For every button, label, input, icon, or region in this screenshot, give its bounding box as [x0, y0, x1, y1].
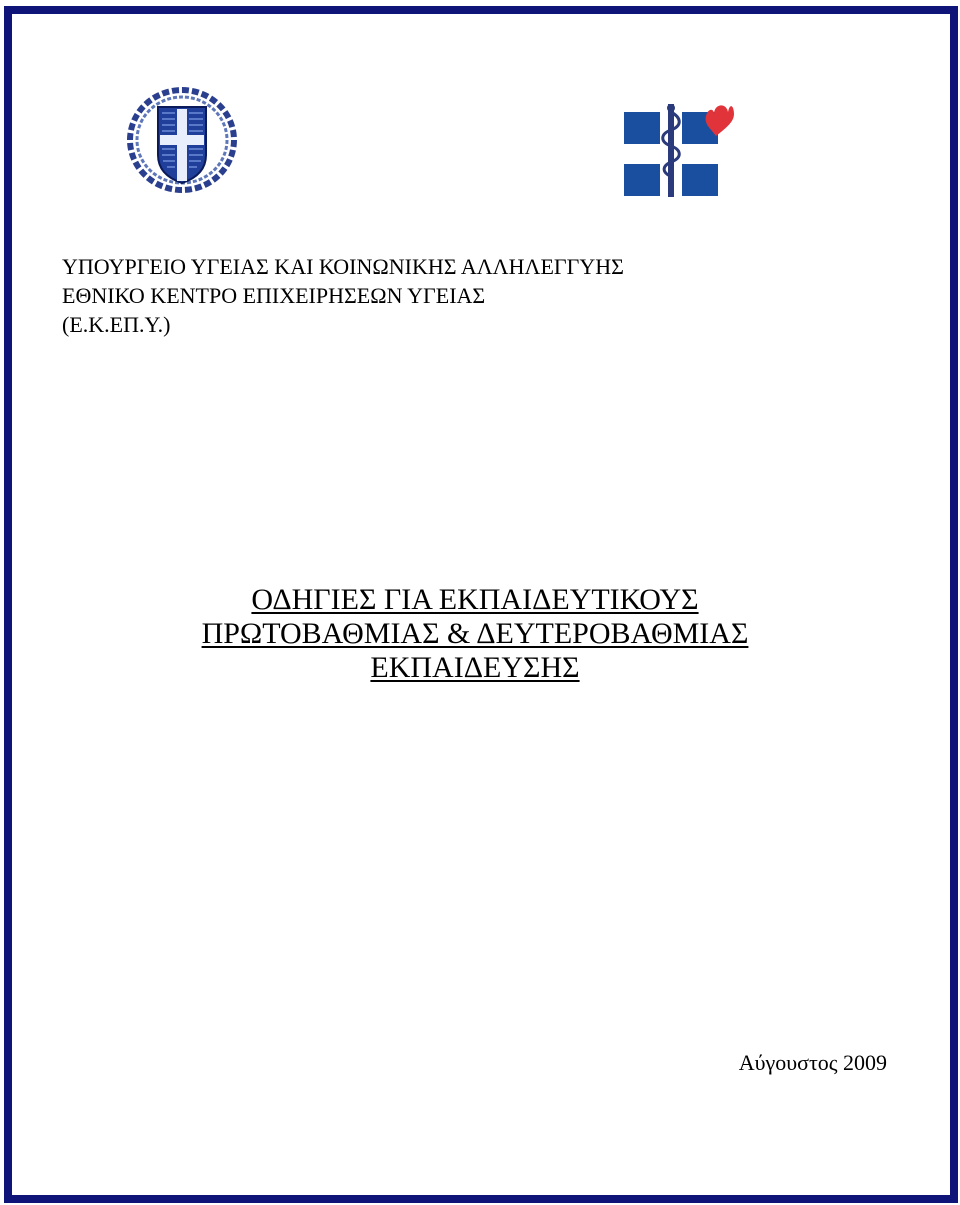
center-name: ΕΘΝΙΚΟ ΚΕΝΤΡΟ ΕΠΙΧΕΙΡΗΣΕΩΝ ΥΓΕΙΑΣ — [62, 283, 486, 308]
center-acronym: (Ε.Κ.ΕΠ.Υ.) — [62, 312, 171, 337]
document-date: Αύγουστος 2009 — [738, 1050, 887, 1075]
ministry-name: ΥΠΟΥΡΓΕΙΟ ΥΓΕΙΑΣ ΚΑΙ ΚΟΙΝΩΝΙΚΗΣ ΑΛΛΗΛΕΓΓΥΗΣ — [62, 254, 624, 279]
title-line-3: ΕΚΠΑΙΔΕΥΣΗΣ — [370, 651, 580, 684]
ekepy-logo-icon — [622, 100, 734, 197]
greek-coat-of-arms-icon — [125, 85, 240, 195]
organization-header — [62, 252, 624, 339]
document-title — [0, 583, 950, 685]
title-line-1: ΟΔΗΓΙΕΣ ΓΙΑ ΕΚΠΑΙΔΕΥΤΙΚΟΥΣ — [251, 583, 699, 616]
title-line-2: ΠΡΩΤΟΒΑΘΜΙΑΣ & ΔΕΥΤΕΡΟΒΑΘΜΙΑΣ — [201, 617, 749, 650]
